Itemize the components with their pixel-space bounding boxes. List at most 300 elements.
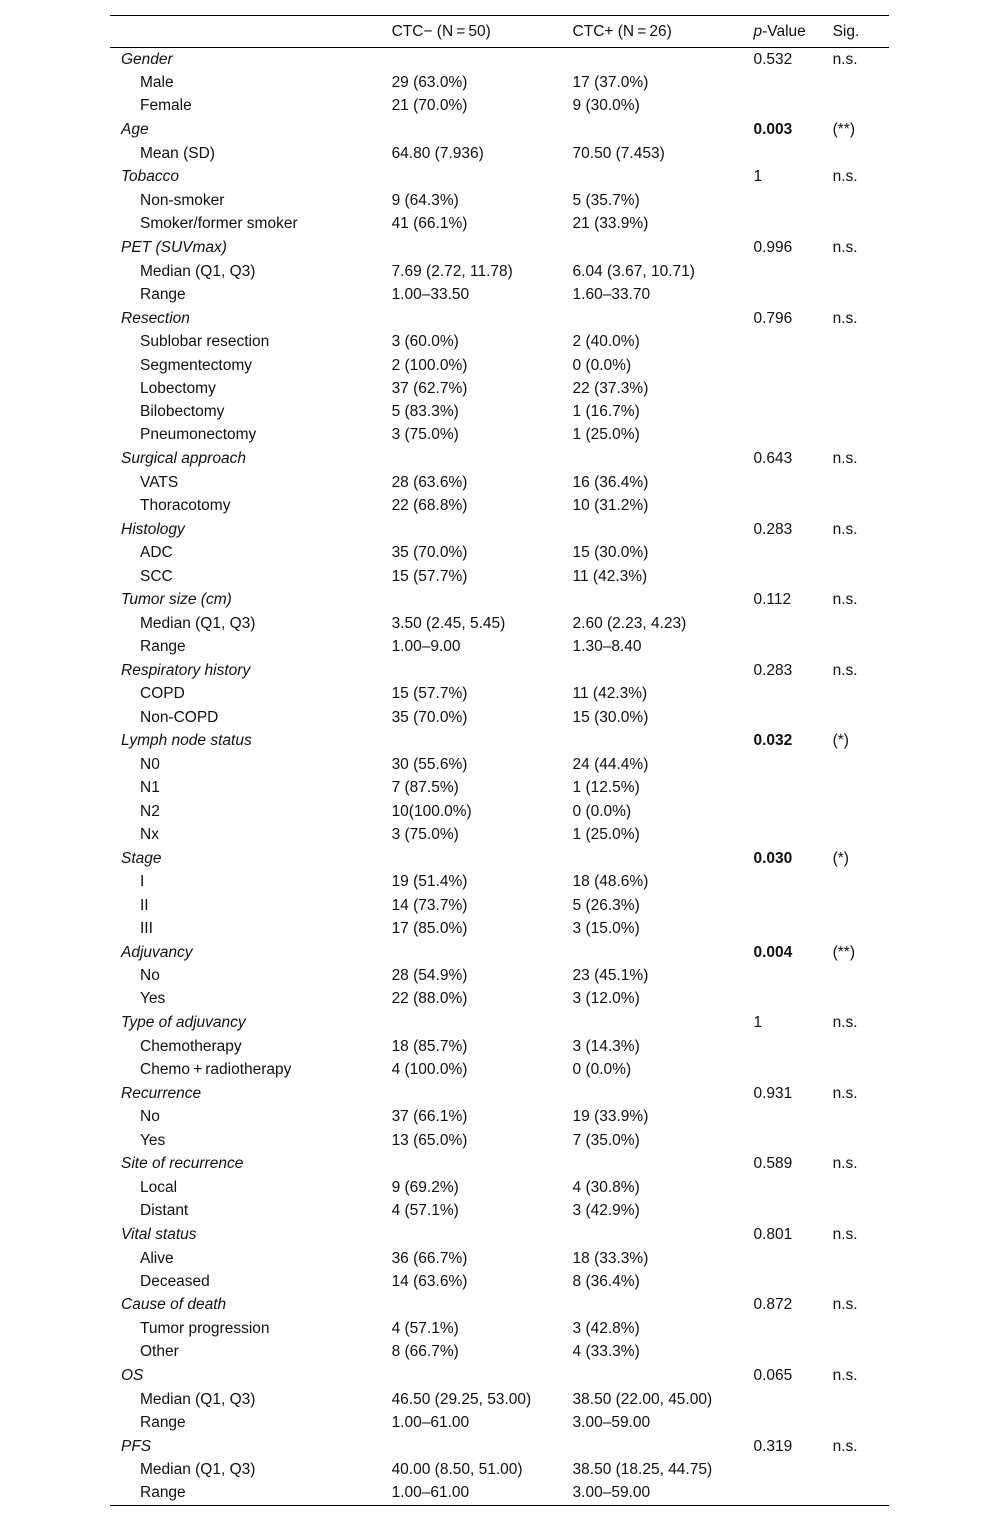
ctc-positive-value: [573, 48, 754, 72]
ctc-positive-value: 3 (12.0%): [572, 990, 640, 1008]
ctc-positive-value: 1.30–8.40: [572, 638, 642, 656]
category-label: Site of recurrence: [121, 1155, 244, 1173]
p-value: [754, 542, 833, 565]
p-value: [754, 189, 833, 212]
p-value: [754, 1270, 833, 1293]
category-row: [110, 236, 889, 260]
significance: [833, 283, 889, 306]
p-value: [754, 377, 833, 400]
category-row: [110, 659, 889, 683]
significance: (*): [832, 849, 849, 867]
significance: (**): [832, 121, 855, 139]
significance: [833, 753, 889, 776]
category-row: [110, 307, 889, 331]
row-label: No: [140, 1108, 160, 1126]
row-label: SCC: [140, 567, 173, 585]
p-value: [754, 706, 833, 729]
p-value: [754, 1035, 833, 1058]
ctc-negative-value: [392, 1293, 573, 1317]
ctc-negative-value: 41 (66.1%): [391, 215, 468, 233]
category-label: Respiratory history: [121, 661, 251, 679]
row-label: Deceased: [140, 1272, 210, 1290]
ctc-positive-value: 16 (36.4%): [572, 473, 649, 491]
ctc-positive-value: [573, 729, 754, 753]
ctc-positive-value: 3 (15.0%): [572, 919, 640, 937]
ctc-negative-value: 4 (57.1%): [391, 1320, 459, 1338]
ctc-negative-value: 2 (100.0%): [391, 356, 468, 374]
category-row: [110, 729, 889, 753]
p-value: 0.065: [753, 1367, 793, 1385]
row-label: N1: [140, 779, 160, 797]
table-row: [110, 800, 889, 823]
ctc-negative-value: [392, 1223, 573, 1247]
significance: n.s.: [832, 1296, 858, 1314]
ctc-positive-value: 23 (45.1%): [572, 967, 649, 985]
ctc-negative-value: 4 (57.1%): [391, 1202, 459, 1220]
p-value: 1: [753, 1014, 763, 1032]
significance: [833, 612, 889, 635]
ctc-negative-value: 35 (70.0%): [391, 708, 468, 726]
category-label: PET (SUVmax): [121, 238, 227, 256]
header-p-value: [754, 16, 833, 48]
ctc-negative-value: 40.00 (8.50, 51.00): [391, 1461, 523, 1479]
table-row: [110, 1247, 889, 1270]
p-value: [754, 988, 833, 1011]
ctc-positive-value: 6.04 (3.67, 10.71): [572, 262, 695, 280]
ctc-positive-value: 38.50 (18.25, 44.75): [572, 1461, 713, 1479]
significance: [833, 1317, 889, 1340]
ctc-negative-value: 3 (75.0%): [391, 426, 459, 444]
significance: [833, 823, 889, 846]
p-value: [754, 1247, 833, 1270]
significance: n.s.: [832, 238, 858, 256]
significance: [833, 1176, 889, 1199]
category-row: [110, 518, 889, 542]
significance: n.s.: [832, 1084, 858, 1102]
ctc-positive-value: [573, 588, 754, 612]
table-header: [110, 16, 889, 48]
row-label: Other: [140, 1343, 179, 1361]
ctc-negative-value: [392, 847, 573, 871]
row-label: Range: [140, 1414, 186, 1432]
category-row: [110, 941, 889, 965]
header-p-italic: p: [753, 22, 763, 40]
p-value: [754, 565, 833, 588]
row-label: Tumor progression: [140, 1320, 270, 1338]
ctc-positive-value: [573, 1435, 754, 1459]
ctc-negative-value: 3.50 (2.45, 5.45): [391, 614, 506, 632]
table-row: [110, 1341, 889, 1364]
table-row: [110, 1270, 889, 1293]
ctc-negative-value: [392, 1435, 573, 1459]
row-label: Lobectomy: [140, 379, 216, 397]
significance: [833, 894, 889, 917]
p-value: [754, 894, 833, 917]
significance: [833, 965, 889, 988]
ctc-negative-value: 1.00–9.00: [391, 638, 461, 656]
row-label: Smoker/former smoker: [140, 215, 298, 233]
ctc-negative-value: 5 (83.3%): [391, 403, 459, 421]
ctc-positive-value: [573, 847, 754, 871]
ctc-negative-value: [392, 165, 573, 189]
significance: [833, 1106, 889, 1129]
category-label: Stage: [121, 849, 162, 867]
ctc-positive-value: 3 (14.3%): [572, 1037, 640, 1055]
ctc-positive-value: 10 (31.2%): [572, 497, 649, 514]
ctc-negative-value: [392, 659, 573, 683]
row-label: Median (Q1, Q3): [140, 1461, 256, 1479]
table-row: [110, 1176, 889, 1199]
header-variable: [110, 16, 392, 48]
table-row: [110, 283, 889, 306]
significance: [833, 400, 889, 423]
ctc-positive-value: 19 (33.9%): [572, 1108, 649, 1126]
p-value: [754, 965, 833, 988]
ctc-positive-value: 1 (25.0%): [572, 426, 640, 444]
table-row: [110, 1411, 889, 1434]
ctc-positive-value: 11 (42.3%): [572, 567, 648, 585]
significance: [833, 1388, 889, 1411]
ctc-negative-value: 46.50 (29.25, 53.00): [391, 1390, 532, 1408]
category-row: [110, 165, 889, 189]
row-label: Pneumonectomy: [140, 426, 257, 444]
p-value: 0.003: [753, 121, 793, 139]
ctc-positive-value: 3 (42.8%): [572, 1320, 640, 1338]
p-value: [754, 683, 833, 706]
ctc-positive-value: 17 (37.0%): [572, 74, 649, 92]
ctc-negative-value: 7.69 (2.72, 11.78): [391, 262, 513, 280]
ctc-positive-value: [573, 307, 754, 331]
table-row: [110, 1129, 889, 1152]
row-label: Female: [140, 97, 192, 115]
category-row: [110, 847, 889, 871]
table-row: [110, 612, 889, 635]
row-label: Range: [140, 285, 186, 303]
row-label: Distant: [140, 1202, 189, 1220]
category-row: [110, 1223, 889, 1247]
table-row: [110, 917, 889, 940]
category-label: PFS: [121, 1437, 152, 1455]
significance: [833, 1035, 889, 1058]
ctc-positive-value: 0 (0.0%): [572, 356, 632, 374]
ctc-positive-value: 0 (0.0%): [572, 1061, 632, 1079]
ctc-negative-value: 3 (60.0%): [391, 333, 459, 351]
p-value: 1: [753, 168, 763, 186]
p-value: 0.996: [753, 238, 793, 256]
ctc-negative-value: [392, 118, 573, 142]
ctc-negative-value: 30 (55.6%): [391, 756, 468, 774]
significance: [833, 871, 889, 894]
ctc-negative-value: [392, 447, 573, 471]
ctc-negative-value: 18 (85.7%): [391, 1037, 468, 1055]
ctc-positive-value: 9 (30.0%): [572, 97, 640, 115]
significance: [833, 494, 889, 517]
category-label: Tobacco: [121, 168, 180, 186]
ctc-negative-value: [392, 729, 573, 753]
ctc-positive-value: 8 (36.4%): [572, 1272, 640, 1290]
significance: [833, 1411, 889, 1434]
significance: [833, 1482, 889, 1505]
p-value: [754, 95, 833, 118]
results-table: [110, 15, 889, 1506]
ctc-negative-value: 13 (65.0%): [391, 1131, 468, 1149]
table-row: [110, 95, 889, 118]
p-value: [754, 494, 833, 517]
p-value: [754, 1317, 833, 1340]
ctc-positive-value: [573, 447, 754, 471]
ctc-negative-value: 14 (63.6%): [391, 1272, 468, 1290]
table-row: [110, 706, 889, 729]
category-label: Vital status: [121, 1225, 197, 1243]
table-row: [110, 471, 889, 494]
category-label: Recurrence: [121, 1084, 202, 1102]
significance: [833, 1341, 889, 1364]
category-label: Cause of death: [121, 1296, 227, 1314]
p-value: [754, 213, 833, 236]
row-label: Median (Q1, Q3): [140, 614, 256, 632]
category-label: Gender: [121, 50, 173, 68]
significance: [833, 331, 889, 354]
ctc-positive-value: 2 (40.0%): [572, 333, 640, 351]
ctc-negative-value: 28 (54.9%): [391, 967, 468, 985]
p-value: [754, 1341, 833, 1364]
p-value: [754, 1388, 833, 1411]
table-body: [110, 48, 889, 1506]
row-label: Yes: [140, 1131, 166, 1149]
p-value: [754, 777, 833, 800]
row-label: Range: [140, 638, 186, 656]
row-label: Bilobectomy: [140, 403, 225, 421]
table-row: [110, 72, 889, 95]
p-value: 0.112: [753, 591, 792, 609]
ctc-positive-value: [573, 118, 754, 142]
significance: [833, 1270, 889, 1293]
ctc-positive-value: [573, 941, 754, 965]
p-value: [754, 1482, 833, 1505]
significance: n.s.: [832, 168, 858, 186]
table-row: [110, 189, 889, 212]
row-label: ADC: [140, 544, 173, 562]
ctc-negative-value: 1.00–61.00: [391, 1414, 470, 1432]
row-label: III: [140, 919, 153, 937]
ctc-positive-value: [573, 1364, 754, 1388]
significance: [833, 377, 889, 400]
category-row: [110, 1152, 889, 1176]
p-value: [754, 72, 833, 95]
significance: n.s.: [832, 661, 858, 679]
p-value: [754, 331, 833, 354]
table-row: [110, 213, 889, 236]
table-row: [110, 823, 889, 846]
significance: n.s.: [832, 1225, 858, 1243]
ctc-positive-value: 15 (30.0%): [572, 544, 649, 562]
ctc-positive-value: [573, 236, 754, 260]
significance: n.s.: [832, 50, 858, 68]
table-row: [110, 542, 889, 565]
category-row: [110, 588, 889, 612]
significance: [833, 213, 889, 236]
category-row: [110, 1082, 889, 1106]
row-label: Mean (SD): [140, 144, 215, 162]
p-value: [754, 471, 833, 494]
p-value: [754, 612, 833, 635]
p-value: 0.004: [753, 943, 793, 961]
category-label: Resection: [121, 309, 190, 327]
ctc-negative-value: 19 (51.4%): [391, 873, 468, 891]
significance: n.s.: [832, 1014, 858, 1032]
p-value: [754, 871, 833, 894]
ctc-positive-value: 1.60–33.70: [572, 285, 651, 303]
row-label: II: [140, 896, 149, 914]
ctc-positive-value: 5 (35.7%): [572, 192, 640, 210]
row-label: N0: [140, 756, 160, 774]
p-value: [754, 283, 833, 306]
row-label: Nx: [140, 825, 159, 843]
ctc-positive-value: 1 (25.0%): [572, 825, 640, 843]
ctc-positive-value: 11 (42.3%): [572, 685, 648, 703]
category-label: Surgical approach: [121, 450, 246, 468]
p-value: 0.283: [753, 661, 793, 679]
ctc-positive-value: 3.00–59.00: [572, 1414, 651, 1432]
table-row: [110, 894, 889, 917]
category-label: Adjuvancy: [121, 943, 193, 961]
ctc-negative-value: [392, 1152, 573, 1176]
ctc-negative-value: 9 (64.3%): [391, 192, 459, 210]
ctc-negative-value: 21 (70.0%): [391, 97, 468, 115]
row-label: Yes: [140, 990, 166, 1008]
table-row: [110, 1482, 889, 1505]
ctc-negative-value: [392, 236, 573, 260]
ctc-positive-value: [573, 1293, 754, 1317]
significance: [833, 471, 889, 494]
table-row: [110, 377, 889, 400]
p-value: 0.931: [753, 1084, 793, 1102]
ctc-positive-value: 18 (48.6%): [572, 873, 649, 891]
category-row: [110, 118, 889, 142]
table-row: [110, 565, 889, 588]
p-value: [754, 260, 833, 283]
significance: n.s.: [832, 309, 858, 327]
p-value: 0.589: [753, 1155, 793, 1173]
header-significance: Sig.: [832, 22, 860, 40]
table-row: [110, 1106, 889, 1129]
row-label: Local: [140, 1178, 178, 1196]
table-row: [110, 400, 889, 423]
significance: [833, 95, 889, 118]
header-ctc-positive: CTC+ (N = 26): [572, 22, 672, 40]
table-row: [110, 260, 889, 283]
ctc-negative-value: 22 (68.8%): [391, 497, 468, 514]
ctc-negative-value: 15 (57.7%): [391, 685, 468, 703]
ctc-positive-value: 5 (26.3%): [572, 896, 640, 914]
ctc-positive-value: [573, 1011, 754, 1035]
significance: [833, 142, 889, 165]
ctc-negative-value: 10(100.0%): [391, 802, 472, 820]
table-row: [110, 1388, 889, 1411]
row-label: Alive: [140, 1249, 174, 1267]
ctc-negative-value: 17 (85.0%): [391, 919, 468, 937]
significance: [833, 988, 889, 1011]
significance: n.s.: [832, 1367, 858, 1385]
p-value: [754, 1176, 833, 1199]
ctc-negative-value: [392, 941, 573, 965]
row-label: I: [140, 873, 145, 891]
ctc-negative-value: 7 (87.5%): [391, 779, 459, 797]
ctc-positive-value: 4 (30.8%): [572, 1178, 640, 1196]
p-value: 0.032: [753, 732, 793, 750]
ctc-negative-value: 14 (73.7%): [391, 896, 468, 914]
ctc-positive-value: 3 (42.9%): [572, 1202, 640, 1220]
significance: n.s.: [832, 1437, 858, 1455]
category-label: Age: [121, 121, 149, 139]
table-row: [110, 494, 889, 517]
ctc-positive-value: 21 (33.9%): [572, 215, 649, 233]
ctc-positive-value: [573, 1082, 754, 1106]
ctc-negative-value: [392, 307, 573, 331]
significance: [833, 1129, 889, 1152]
p-value: [754, 753, 833, 776]
significance: [833, 189, 889, 212]
significance: [833, 1459, 889, 1482]
significance: [833, 260, 889, 283]
table-row: [110, 1035, 889, 1058]
ctc-negative-value: 35 (70.0%): [391, 544, 468, 562]
category-row: [110, 1364, 889, 1388]
p-value: [754, 1106, 833, 1129]
ctc-positive-value: [573, 518, 754, 542]
category-row: [110, 1293, 889, 1317]
category-label: Histology: [121, 520, 185, 538]
table-row: [110, 636, 889, 659]
ctc-negative-value: [392, 518, 573, 542]
table-row: [110, 753, 889, 776]
p-value: 0.796: [753, 309, 793, 327]
significance: [833, 917, 889, 940]
ctc-negative-value: 37 (62.7%): [391, 379, 468, 397]
table-row: [110, 777, 889, 800]
p-value: [754, 1058, 833, 1081]
table-container: [110, 15, 889, 1506]
ctc-negative-value: 36 (66.7%): [391, 1249, 468, 1267]
ctc-positive-value: 15 (30.0%): [572, 708, 649, 726]
p-value: [754, 400, 833, 423]
header-ctc-negative: CTC− (N = 50): [391, 22, 491, 40]
significance: [833, 1058, 889, 1081]
row-label: Median (Q1, Q3): [140, 1390, 256, 1408]
p-value: 0.030: [753, 849, 793, 867]
table-row: [110, 988, 889, 1011]
significance: [833, 706, 889, 729]
significance: n.s.: [832, 450, 858, 468]
ctc-positive-value: 1 (16.7%): [572, 403, 640, 421]
category-label: Tumor size (cm): [121, 591, 232, 609]
ctc-positive-value: [573, 1223, 754, 1247]
significance: [833, 1200, 889, 1223]
significance: n.s.: [832, 1155, 858, 1173]
table-row: [110, 871, 889, 894]
significance: (*): [832, 732, 849, 750]
ctc-positive-value: [573, 165, 754, 189]
significance: n.s.: [832, 591, 858, 609]
ctc-positive-value: 18 (33.3%): [572, 1249, 649, 1267]
ctc-negative-value: 8 (66.7%): [391, 1343, 459, 1361]
significance: [833, 636, 889, 659]
ctc-positive-value: 4 (33.3%): [572, 1343, 640, 1361]
ctc-negative-value: [392, 48, 573, 72]
ctc-negative-value: 9 (69.2%): [391, 1178, 459, 1196]
p-value: [754, 800, 833, 823]
ctc-positive-value: [573, 659, 754, 683]
